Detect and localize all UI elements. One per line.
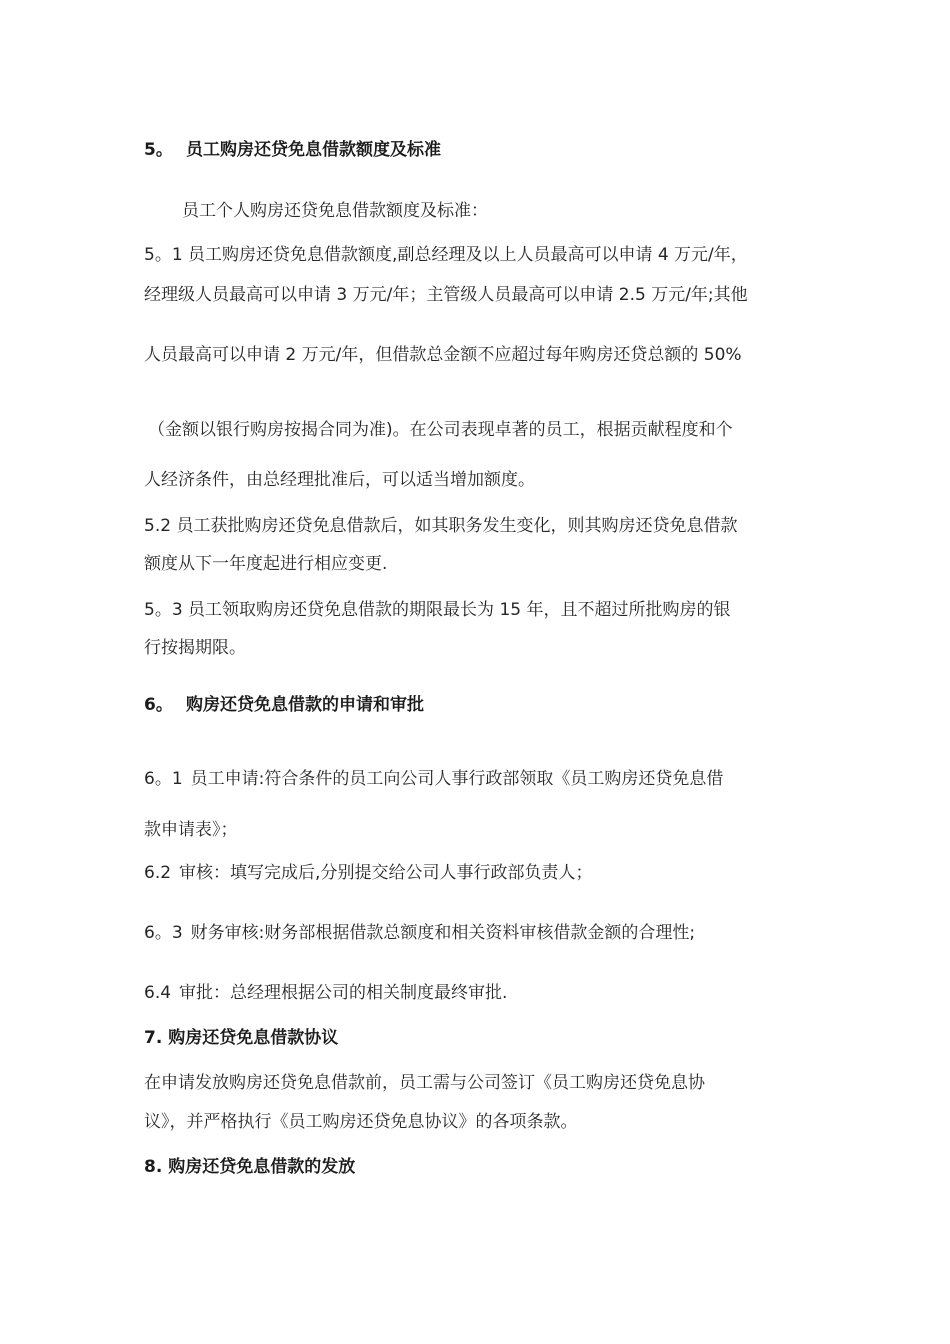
section-6-item-2 [144, 861, 834, 885]
section-5-p2-line-1: 5.2 员工获批购房还贷免息借款后，如其职务发生变化，则其购房还贷免息借款 [144, 516, 738, 536]
section-5-p1-line-5: 人经济条件，由总经理批准后，可以适当增加额度。 [144, 470, 535, 490]
section-6-item-3 [144, 921, 834, 945]
section-5-p1-line-2: 经理级人员最高可以申请 3 万元/年；主管级人员最高可以申请 2.5 万元/年;其他 [144, 285, 748, 305]
section-5-number: 5。 [144, 140, 173, 160]
section-6-item-4 [144, 981, 834, 1005]
section-6-item-1-line-1 [144, 767, 834, 791]
section-6-item-4-number: 6.4 [144, 983, 172, 1003]
section-7-line-2: 议》，并严格执行《员工购房还贷免息协议》的各项条款。 [144, 1112, 578, 1132]
section-5-p3-line-2: 行按揭期限。 [144, 638, 246, 658]
section-6-number: 6。 [144, 695, 173, 715]
section-6-item-4-text: 审批：总经理根据公司的相关制度最终审批. [179, 983, 508, 1003]
section-5-intro: 员工个人购房还贷免息借款额度及标准： [182, 201, 488, 221]
section-5-p1-line-4: （金额以银行购房按揭合同为准)。在公司表现卓著的员工，根据贡献程度和个 [148, 420, 733, 440]
section-7-line-1: 在申请发放购房还贷免息借款前，员工需与公司签订《员工购房还贷免息协 [144, 1073, 705, 1093]
section-5-p1-line-3: 人员最高可以申请 2 万元/年，但借款总金额不应超过每年购房还贷总额的 50% [144, 345, 742, 365]
section-6-item-2-number: 6.2 [144, 863, 172, 883]
section-6-item-1-text: 员工申请:符合条件的员工向公司人事行政部领取《员工购房还贷免息借 [190, 769, 724, 789]
section-6-item-2-text: 审核：填写完成后,分别提交给公司人事行政部负责人； [179, 863, 593, 883]
section-5-p1-line-1: 5。1 员工购房还贷免息借款额度,副总经理及以上人员最高可以申请 4 万元/年， [144, 245, 748, 265]
section-8-title: 8. 购房还贷免息借款的发放 [144, 1157, 356, 1177]
section-5-p3-line-1: 5。3 员工领取购房还贷免息借款的期限最长为 15 年，且不超过所批购房的银 [144, 600, 731, 620]
section-6-heading [144, 693, 834, 717]
section-5-heading [144, 138, 834, 162]
section-5-p2-line-2: 额度从下一年度起进行相应变更. [144, 554, 388, 574]
section-6-item-3-text: 财务审核:财务部根据借款总额度和相关资料审核借款金额的合理性; [190, 923, 696, 943]
section-5-title: 员工购房还贷免息借款额度及标准 [186, 140, 441, 160]
section-6-item-1-number: 6。1 [144, 769, 183, 789]
section-6-item-1-line-2: 款申请表》； [144, 820, 238, 840]
section-6-item-3-number: 6。3 [144, 923, 183, 943]
section-6-title: 购房还贷免息借款的申请和审批 [186, 695, 424, 715]
section-7-title: 7. 购房还贷免息借款协议 [144, 1028, 339, 1048]
